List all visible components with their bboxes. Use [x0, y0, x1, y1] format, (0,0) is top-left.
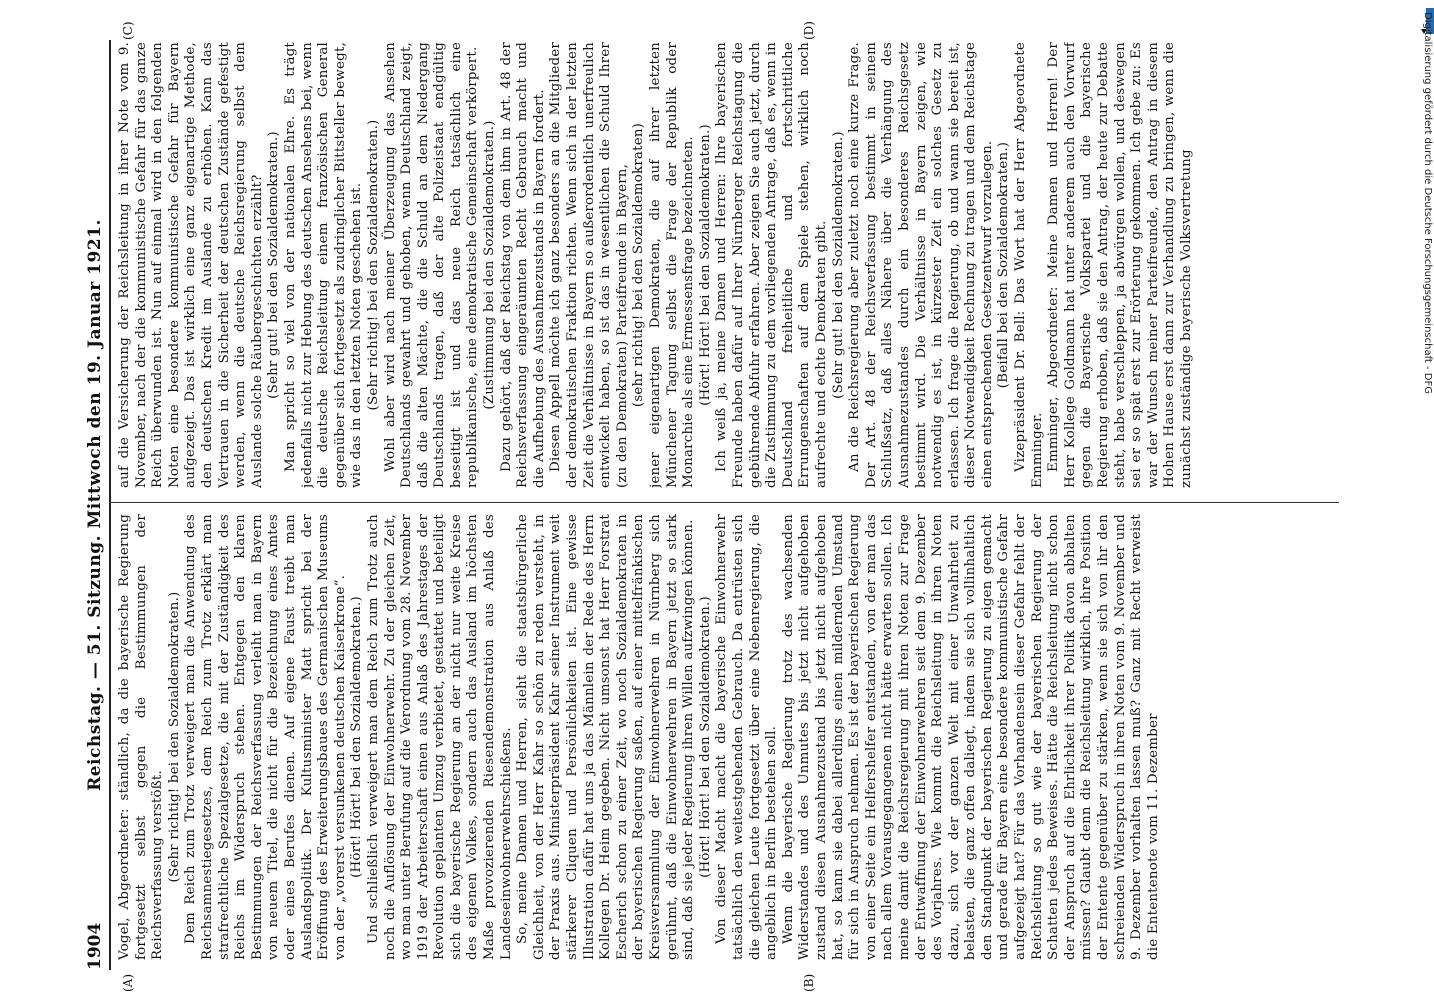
paragraph: Von dieser Macht macht die bayerische Einwohnerwehr tatsächlich den weitestgehenden Gebrauch. Da entrüsten sich die gleichen Leute fortgesetzt über eine Nebenregierung, die angeblich in Berlin bestehen soll. — [714, 514, 780, 960]
interjection: (Sehr richtig! bei den Sozialdemokraten.) — [166, 591, 182, 883]
margin-mark-a: (A) — [121, 973, 135, 992]
paragraph: Und schließlich verweigert man dem Reich zum Trotz auch noch die Auflösung der Einwohnerwehr. Zu der gleichen Zeit, wo man unter Berufung auf die Verordnung vom 28. November 1919 der Arbeiterschaft einen aus Anlaß des Jahrestages der Revolution geplanten Umzug verbietet, gestattet und beteiligt sich die bayerische Regierung an der nicht nur weite Kreise des eigenen Volkes, sondern auch das Ausland im höchsten Maße provozierenden Riesendemonstration aus Anlaß des Landeseinwohnerwehrschießens. — [365, 514, 514, 960]
digitization-credit-text: Digitalisierung gefördert durch die Deutsche Forschungsgemeinschaft - DFG — [1422, 12, 1433, 395]
interjection: (Beifall bei den Sozialdemokraten.) — [996, 141, 1012, 389]
page-number: 1904 — [85, 922, 105, 970]
interjection: (Sehr richtig! bei den Sozialdemokraten.) — [365, 119, 381, 411]
speaker-paragraph: Vizepräsident Dr. Bell: Das Wort hat der Herr Abgeordnete Emminger. — [1013, 42, 1045, 488]
paragraph: Dazu gehört, daß der Reichstag von dem ihm in Art. 48 der Reichsverfassung eingeräumten Recht Gebrauch macht und die Aufhebung des Ausnahmezustands in Bayern fordert. — [498, 42, 547, 488]
right-column — [117, 42, 1342, 488]
interjection: (Sehr gut! bei den Sozialdemokraten.) — [830, 131, 846, 399]
paragraph: Wohl aber wird nach meiner Überzeugung das Ansehen Deutschlands gewahrt und gehoben, wenn Deutschland zeigt, daß die alten Mächte, die die Schuld an dem Niedergang Deutschlands tragen, daß der alte Polizeistaat endgültig beseitigt ist und das neue Reich tatsächlich eine republikanische, eine demokratische Gemeinschaft verkörpert. — [382, 42, 481, 488]
paragraph: So, meine Damen und Herren, sieht die staatsbürgerliche Gleichheit, von der Herr Kahr so schön zu reden versteht, in der Praxis aus. Ministerpräsident Kahr seiner Instrument weit stärkerer Cliquen und Persönlichkeiten ist. Eine gewisse Illustration dafür hat uns ja das Männlein der Rede des Herrn Kollegen Dr. Heim gegeben. Nicht umsonst hat Herr Forstrat Escherich schon zu einer Zeit, wo noch Sozialdemokraten in der bayerischen Regierung saßen, auf einer mittelfränkischen Kreisversammlung der Einwohnerwehren in Nürnberg sich gerühmt, daß die Einwohnerwehren in Bayern jetzt so stark sind, daß sie jeder Regierung ihren Willen aufzwingen können. — [515, 514, 697, 960]
interjection: (Hört! Hört! bei den Sozialdemokraten.) — [697, 596, 713, 878]
paragraph: Ich weiß ja, meine Damen und Herren: Ihre bayerischen Freunde haben dafür auf Ihrer Nürnberger Reichstagung die gebührende Abfuhr erfahren. Aber zeigen Sie auch jetzt, durch die Zustimmung zu dem vorliegenden Antrage, daß es, wenn in Deutschland freiheitliche und fortschrittliche Errungenschaften auf dem Spiele stehen, wirklich noch aufrechte und echte Demokraten gibt. — [714, 42, 829, 488]
paragraph: auf die Versicherung der Reichsleitung in ihrer Note vom 9. November, nach der die kommunistische Gefahr für das ganze Reich überwunden ist. Nun auf einmal wird in den folgenden Noten eine besondere kommunistische Gefahr für Bayern aufgezeigt. Das ist wirklich eine ganz eigenartige Methode, den deutschen Kredit im Auslande zu erhöhen. Kann das Vertrauen in die Sicherheit der deutschen Zustände gefestigt werden, wenn die deutsche Reichsregierung selbst dem Auslande solche Räubergeschichten erzählt? — [117, 42, 265, 488]
margin-mark-b: (B) — [802, 973, 816, 992]
interjection: (Hört! Hört! bei den Sozialdemokraten.) — [697, 124, 713, 406]
interjection: (Sehr gut! bei den Sozialdemokraten.) — [266, 131, 282, 399]
paragraph: Man spricht so viel von der nationalen Ehre. Es trägt jedenfalls nicht zur Hebung des deutschen Ansehens bei, wenn die deutsche Reichsleitung einem französischen General gegenüber sich fortgesetzt als zudringlicher Bittsteller bewegt, wie das in den letzten Noten geschehen ist. — [282, 42, 365, 488]
interjection: (sehr richtig! bei den Sozialdemokraten) — [631, 122, 647, 408]
margin-mark-c: (C) — [121, 21, 135, 40]
interjection: (Hört! Hört! bei den Sozialdemokraten.) — [349, 596, 365, 878]
paragraph: Wenn die bayerische Regierung trotz des wachsenden Widerstandes und des Unmutes bis jetzt nicht aufgehoben zustand diesen Ausnahmezustand bis jetzt nicht aufgehoben hat, so kann sie dabei allerdings einen mildernden Umstand für sich in Anspruch nehmen. Es ist der bayerischen Regierung von einer Seite ein Helfershelfer entstanden, von der man das nach allem Vorausgegangenen nicht hätte erwarten sollen. Ich meine damit die Reichsregierung mit ihren Noten zur Frage der Entwaffnung der Einwohnerwehren seit dem 9. Dezember des Vorjahres. Wie kommt die Reichsleitung in ihren Noten dazu, sich vor der ganzen Welt mit einer Unwahrheit zu belasten, die ganz offen daliegt, indem sie sich vollinhaltlich den Standpunkt der bayerischen Regierung zu eigen gemacht und gerade für Bayern eine besondere kommunistische Gefahr aufgezeigt hat? Für das Vorhandensein dieser Gefahr fehlt der Reichsleitung so gut wie der bayerischen Regierung der Schatten jedes Beweises. Hätte die Reichsleitung nicht schon der Anspruch auf die Ehrlichkeit ihrer Politik davon abhalten müssen? Glaubt denn die Reichsleitung wirklich, ihre Position der Entente gegenüber zu stärken, wenn sie sich von ihr den schreienden Widerspruch in ihren Noten vom 9. November und 9. Dezember vorhalten lassen muß? Ganz mit Recht verweist die Ententenote vom 11. Dezember — [780, 514, 1161, 960]
document-page — [67, 0, 1367, 1000]
running-title: Reichstag. — 51. Sitzung. Mittwoch den 19. Januar 1921. — [85, 219, 105, 791]
interjection: (Zustimmung bei den Sozialdemokraten.) — [482, 120, 498, 410]
paragraph: An die Reichsregierung aber zuletzt noch eine kurze Frage. Der Art. 48 der Reichsverfassung bestimmt in seinem Schlußsatz, daß alles Nähere über die Verhängung des Ausnahmezustandes durch ein besonderes Reichsgesetz bestimmt wird. Die Verhältnisse in Bayern zeigen, wie notwendig es ist, in kürzester Zeit ein solches Gesetz zu erlassen. Ich frage die Regierung, ob und wann sie bereit ist, dieser Notwendigkeit Rechnung zu tragen und dem Reichstage einen entsprechenden Gesetzentwurf vorzulegen. — [847, 42, 995, 488]
speaker-paragraph: Emminger, Abgeordneter: Meine Damen und Herren! Der Herr Kollege Goldmann hat unter anderem auch den Vorwurf gegen die Bayerische Volkspartei und die bayerische Regierung erhoben, daß sie den Antrag, der heute zur Debatte steht, habe verschleppen, ja abwürgen wollen, und deswegen sei er so spät erst zur Erörterung gekommen. Ich gebe zu: Es war der Wunsch meiner Parteifreunde, den Antrag in diesem Hohen Hause erst dann zur Verhandlung zu bringen, wenn die zunächst zuständige bayerische Volksvertretung — [1046, 42, 1194, 488]
paragraph: Dem Reich zum Trotz verweigert man die Anwendung des Reichsamnestiegesetzes, dem Reich zum Trotz erklärt man strafrechtliche Spezialgesetze, die mit der Zuständigkeit des Reichs im Widerspruch stehen. Entgegen den klaren Bestimmungen der Reichsverfassung verleiht man in Bayern von neuem Titel, die nicht für die Bezeichnung eines Amtes oder eines Berufes dienen. Auf eigene Faust treibt man Auslandspolitik. Der Kultusminister Matt spricht bei der Eröffnung des Erweiterungsbaues des Germanischen Museums von der „vorerst versunkenen deutschen Kaiserkrone“. — [183, 514, 348, 960]
margin-mark-d: (D) — [802, 21, 816, 40]
paragraph: jener eigenartigen Demokraten, die auf ihrer letzten Münchener Tagung selbst die Frage der Republik oder Monarchie als eine Ermessensfrage bezeichneten. — [648, 42, 697, 488]
page-header — [81, 40, 111, 970]
digitization-credit — [1420, 12, 1434, 395]
paragraph: Diesen Appell möchte ich ganz besonders an die Mitglieder der demokratischen Fraktion richten. Wenn sich in der letzten Zeit die Verhältnisse in Bayern so außerordentlich unerfreulich entwickelt haben, so ist das in wesentlichen die Schuld Ihrer (zu den Demokraten) Parteifreunde in Bayern, — [548, 42, 630, 488]
column-divider — [109, 502, 1339, 503]
paragraph: Vogel, Abgeordneter: ständlich, da die bayerische Regierung fortgesetzt selbst gegen die Bestimmungen der Reichsverfassung verstößt. — [117, 514, 166, 960]
left-column — [117, 514, 1342, 960]
